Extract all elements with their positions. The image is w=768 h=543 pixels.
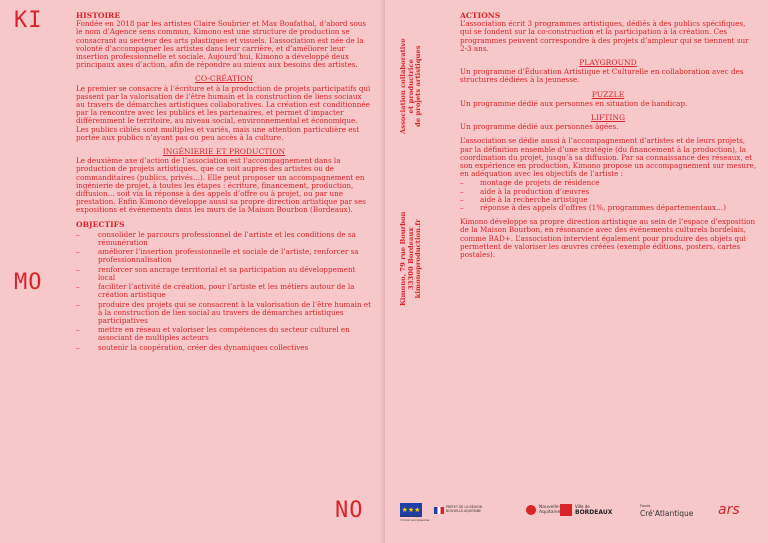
co-creation-paragraph: Le premier se consacre à l’écriture et à la production de projets participatifs qui passent par la valorisation de l’être humain et la construction de liens sociaux au travers de démarches artistiques collaboratives. La création est conditionnée par la rencontre avec les publics et les partenaires, et permet d’impacter différemment le territoire, au niveau social, environnemental et économique. Les publics ciblés sont multiples et variés, mais une attention particulière est portée aux publics n’ayant pas ou peu accès à la culture. <box>76 83 371 142</box>
histoire-heading: HISTOIRE <box>76 11 121 20</box>
left-column <box>76 12 372 353</box>
list-item: – aide à la recherche artistique <box>460 196 756 204</box>
ingenierie-paragraph: Le deuxième axe d’action de l’association est l’accompagnement dans la production de projets artistiques, que ce soit auprès des artistes ou de commanditaires (publics, privés…). Elle peut proposer un accompagnement en ingénierie de projet, à toutes les étapes : écriture, financement, production, diffusion… soit via la réponse à des appels d’offre ou à projet, ou par une prestation. Enfin Kimono développe aussi sa propre direction artistique par ses expositions et événements dans les murs de la Maison Bourbon (Bordeaux). <box>76 156 366 215</box>
accompagnement-paragraph: L’association se dédie aussi à l’accompagnement d’artistes et de leurs projets, par la définition ensemble d’une stratégie (du financement à la production), la coordination du projet, jusqu’à sa diffusion. Par sa connaissance des réseaux, et son expérience en production, Kimono propose un accompagnement sur mesure, en adéquation avec les objectifs de l’artiste : <box>460 136 757 179</box>
bordeaux-logo: Ville de BORDEAUX <box>560 497 612 523</box>
histoire-paragraph: Fondée en 2018 par les artistes Claire Soubrier et Max Boufathal, d’abord sous le nom d’Agence sens commun, Kimono est une structure de production se consacrant au secteur des arts plastiques et visuels. L’association est née de la volonté d’accompagner les artistes dans leur carrière, et d’améliorer leur insertion professionnelle et sociale. Aujourd’hui, Kimono a développé deux principaux axes d’action, afin de répondre au mieux aux besoins des artistes. <box>76 19 367 70</box>
actions-paragraph: L’association écrit 3 programmes artistiques, dédiés à des publics spécifiques, qui se fondent sur la co-construction et la participation à la création. Ces programmes peuvent correspondre à des projets d’ampleur qui se tiennent sur 2-3 ans. <box>460 19 749 53</box>
list-item: – faciliter l’activité de création, pour l’artiste et les métiers autour de la création artistique <box>76 283 372 299</box>
big-letters-ki: KI <box>14 8 43 33</box>
playground-paragraph: Un programme d’Éducation Artistique et Culturelle en collaboration avec des structures dédiées à la jeunesse. <box>460 67 744 85</box>
vertical-address: Kimono, 79 rue Bourbon 33300 Bordeaux kimonoproduction.fr <box>399 211 423 306</box>
list-item: – mettre en réseau et valoriser les compétences du secteur culturel en associant de multiples acteurs <box>76 326 372 342</box>
list-item: – produire des projets qui se consacrent à la valorisation de l’être humain et à la construction de lien social au travers de démarches artistiques participatives <box>76 301 372 326</box>
co-creation-heading: CO-CRÉATION <box>195 74 253 84</box>
list-item: – soutenir la coopération, créer des dynamiques collectives <box>76 344 372 352</box>
list-item: – réponse à des appels d’offres (1%, programmes départementaux…) <box>460 204 756 212</box>
partner-logos <box>398 497 758 523</box>
ingenierie-heading: INGÉNIERIE ET PRODUCTION <box>162 147 286 157</box>
list-item: – aide à la production d’œuvres <box>460 188 756 196</box>
puzzle-paragraph: Un programme dédié aux personnes en situation de handicap. <box>460 98 688 108</box>
big-letters-mo: MO <box>14 270 43 295</box>
prefet-logo: PRÉFET DE LA RÉGION NOUVELLE-AQUITAINE <box>434 497 496 523</box>
nouvelle-aquitaine-logo: Nouvelle-Aquitaine <box>526 497 565 523</box>
lion-icon <box>526 505 536 515</box>
list-item: – consolider le parcours professionnel de l’artiste et les conditions de sa rémunération <box>76 231 372 247</box>
direction-paragraph: Kimono développe sa propre direction artistique au sein de l’espace d’exposition de la Maison Bourbon, en résonance avec des événements culturels bordelais, comme BAD+. L’association intervient également pour produire des objets qui permettent de valoriser les œuvres créées (exemple éditions, posters, cartes postales). <box>460 217 756 260</box>
vertical-tagline: Association collaborative et productrice de projets artistiques <box>399 38 423 134</box>
playground-heading: PLAYGROUND <box>579 58 637 68</box>
lifting-paragraph: Un programme dédié aux personnes âgées. <box>460 122 619 132</box>
actions-heading: ACTIONS <box>460 11 501 20</box>
big-letters-no: NO <box>335 498 364 523</box>
marianne-icon <box>434 507 444 514</box>
creatlantique-logo: Fonds Cré'Atlantique <box>640 504 694 518</box>
right-column <box>460 12 756 265</box>
list-item: – améliorer l’insertion professionnelle et sociale de l’artiste, renforcer sa professionnalisation <box>76 248 372 264</box>
eu-flag-icon: ★★★ <box>400 503 422 517</box>
objectifs-list <box>76 231 372 352</box>
objectifs-heading: OBJECTIFS <box>76 219 125 229</box>
list-item: – renforcer son ancrage territorial et sa participation au développement local <box>76 266 372 282</box>
ars-logo: ars <box>718 502 740 518</box>
accompagnement-list <box>460 179 756 212</box>
eu-logo: ★★★ Cofinancé par l’Union européenne <box>400 497 422 523</box>
bordeaux-crest-icon <box>560 504 572 516</box>
lifting-heading: LIFTING <box>590 113 626 123</box>
puzzle-heading: PUZZLE <box>591 89 625 99</box>
list-item: – montage de projets de résidence <box>460 179 756 187</box>
